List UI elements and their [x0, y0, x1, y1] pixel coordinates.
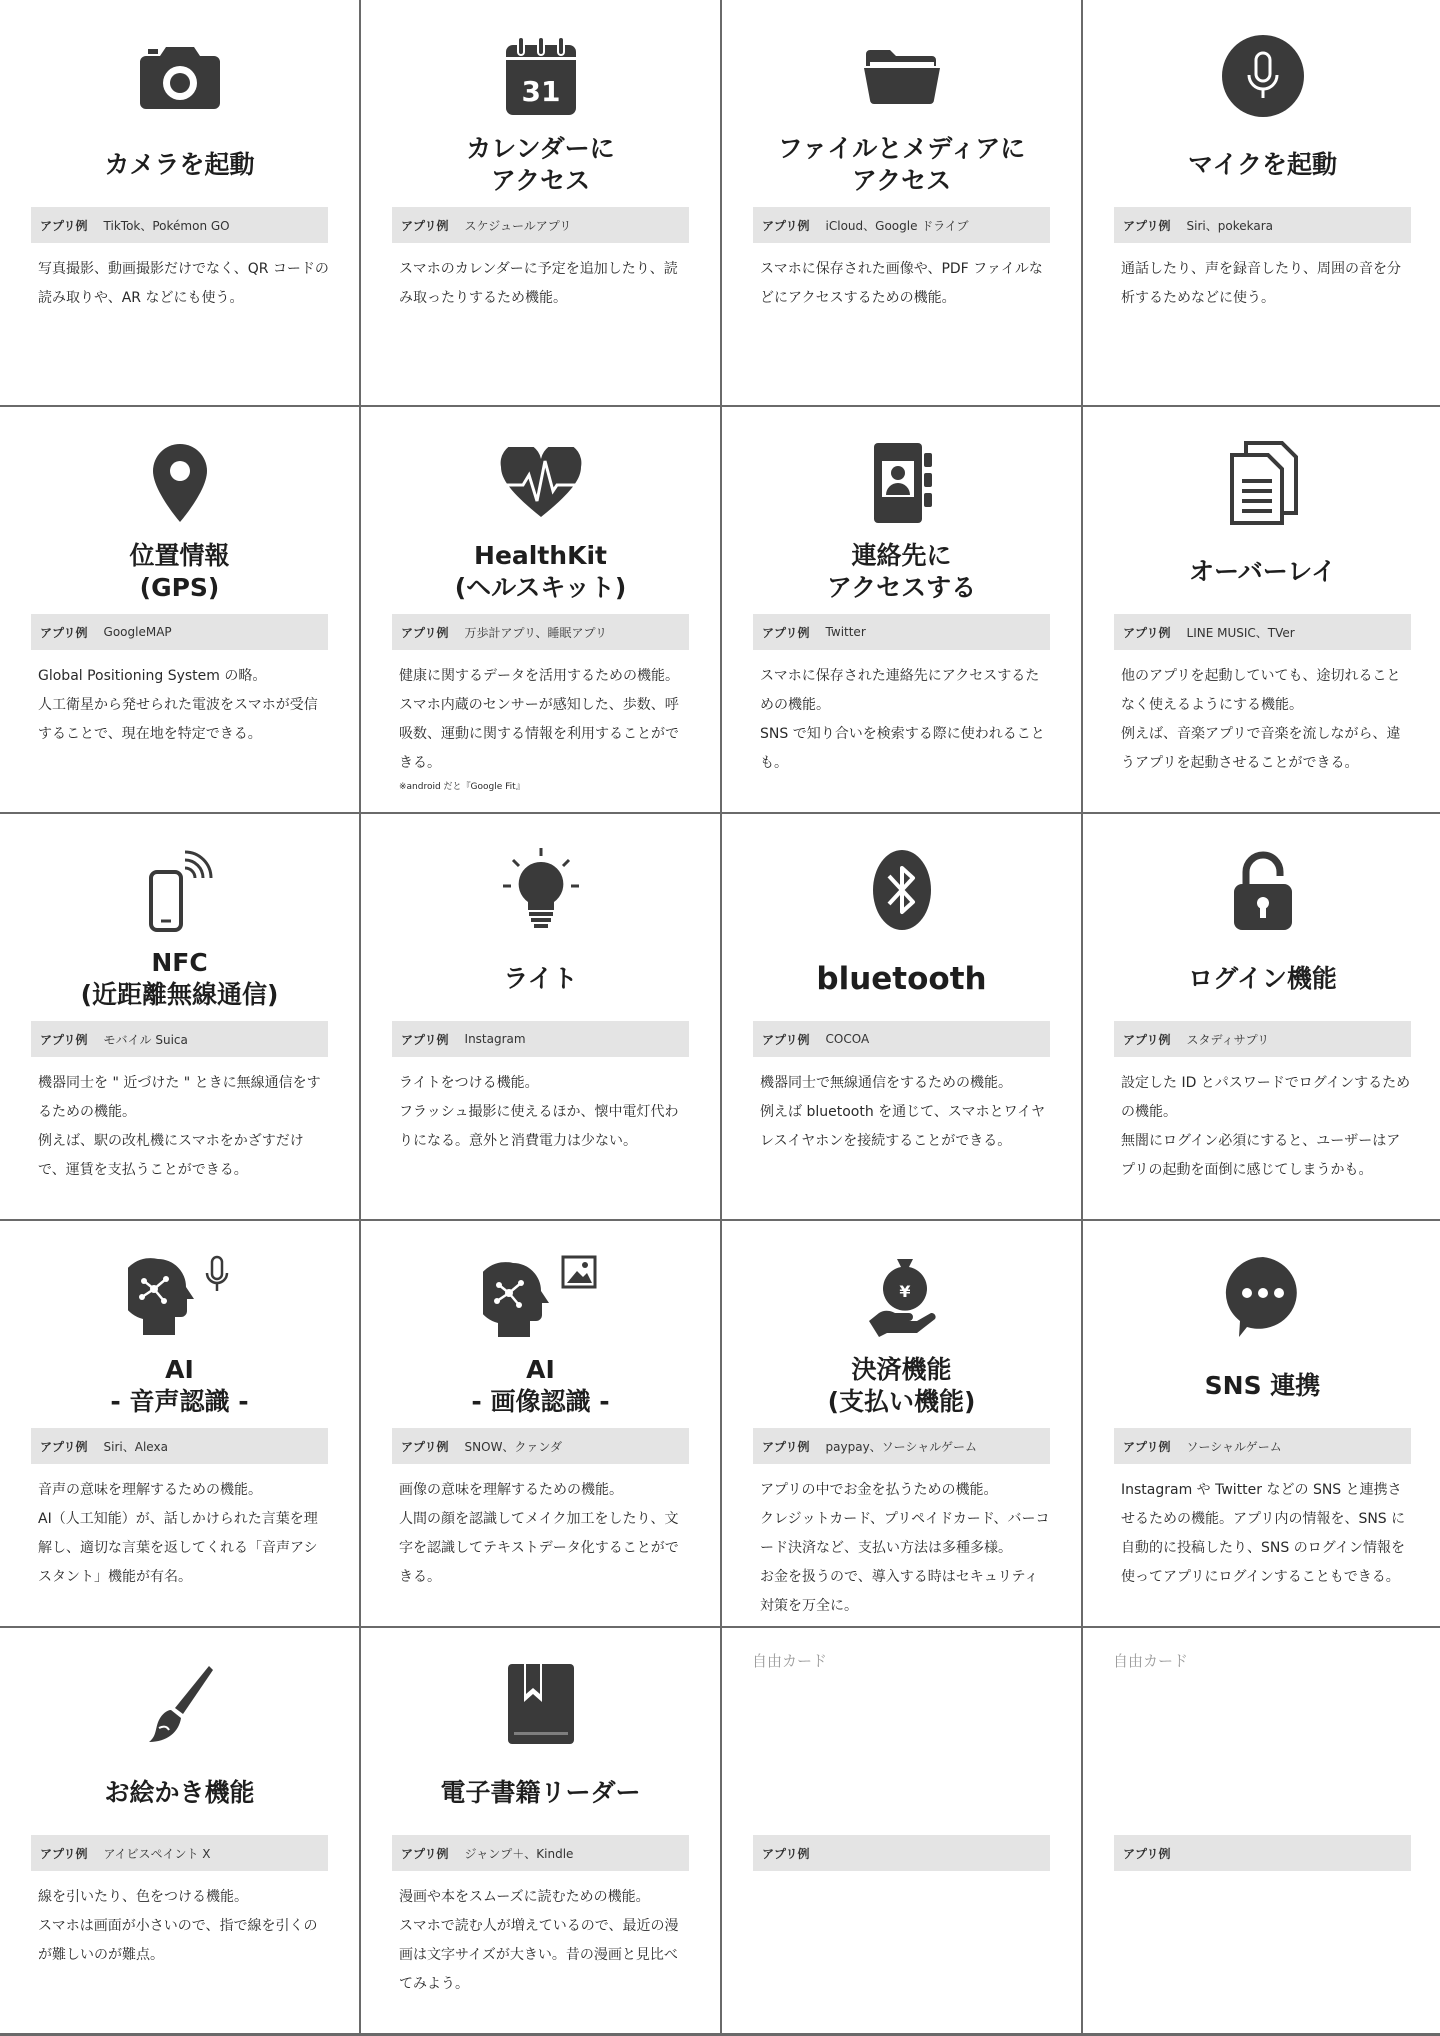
card-title-line: (支払い機能) — [827, 1387, 976, 1416]
card-title — [732, 940, 1071, 1018]
card-description — [760, 1476, 1051, 1621]
description-paragraph: 例えば bluetooth を通じて、スマホとワイヤレスイヤホンを接続することができる。 — [760, 1104, 1046, 1149]
feature-card — [1083, 0, 1440, 405]
card-title-line: ライト — [503, 964, 578, 993]
description-paragraph: アプリの中でお金を払うための機能。 — [760, 1482, 998, 1498]
feature-card — [361, 814, 720, 1219]
description-paragraph: 写真撮影、動画撮影だけでなく、QR コードの読み取りや、AR などにも使う。 — [38, 261, 329, 306]
light-bulb-icon — [361, 842, 720, 938]
app-example-bar — [392, 614, 689, 650]
card-description — [38, 1883, 329, 1970]
feature-card — [722, 1221, 1081, 1626]
card-description — [399, 662, 690, 794]
card-description — [1121, 1476, 1412, 1592]
app-example-label: アプリ例 — [762, 218, 810, 233]
app-example-value: ジャンプ＋、Kindle — [464, 1846, 574, 1861]
feature-card — [1083, 1221, 1440, 1626]
description-paragraph: スマホに保存された連絡先にアクセスするための機能。 — [760, 668, 1040, 713]
card-title — [732, 126, 1071, 204]
card-title-line: AI — [526, 1355, 555, 1384]
description-paragraph: 例えば、音楽アプリで音楽を流しながら、違うアプリを起動させることができる。 — [1121, 726, 1401, 771]
card-title — [10, 533, 349, 611]
card-title-line: - 音声認識 - — [110, 1387, 249, 1416]
nfc-phone-icon — [0, 842, 359, 938]
card-title — [371, 1347, 710, 1425]
description-paragraph: クレジットカード、プリペイドカード、バーコード決済など、支払い方法は多種多様。 — [760, 1511, 1050, 1556]
app-example-value: SNOW、クァンダ — [464, 1439, 562, 1454]
feature-card — [361, 0, 720, 405]
app-example-bar — [1114, 207, 1411, 243]
card-description — [399, 1476, 690, 1592]
card-title-line: (GPS) — [139, 573, 220, 602]
free-card — [722, 1628, 1081, 2033]
app-example-label: アプリ例 — [762, 1439, 810, 1454]
app-example-label: アプリ例 — [40, 218, 88, 233]
app-example-value: 万歩計アプリ、睡眠アプリ — [464, 625, 607, 640]
ai-image-icon — [361, 1249, 720, 1345]
app-example-bar — [1114, 614, 1411, 650]
description-paragraph: 健康に関するデータを活用するための機能。スマホ内蔵のセンサーが感知した、歩数、呼吸数、運動に関する情報を利用することができる。 — [399, 668, 679, 771]
microphone-icon — [1083, 28, 1440, 124]
card-title-line: カメラを起動 — [104, 150, 255, 179]
app-example-bar — [392, 1021, 689, 1057]
chat-bubble-icon — [1083, 1249, 1440, 1345]
app-example-label: アプリ例 — [401, 1846, 449, 1861]
app-example-bar — [31, 1428, 328, 1464]
app-example-bar — [753, 1835, 1050, 1871]
card-title-line: - 画像認識 - — [471, 1387, 610, 1416]
card-title-line: AI — [165, 1355, 194, 1384]
card-title — [371, 533, 710, 611]
card-title — [1093, 533, 1432, 611]
app-example-label: アプリ例 — [40, 1439, 88, 1454]
feature-card — [0, 814, 359, 1219]
description-paragraph: 漫画や本をスムーズに読むための機能。 — [399, 1889, 650, 1905]
free-card-label: 自由カード — [752, 1652, 828, 1670]
app-example-value: iCloud、Google ドライブ — [825, 218, 969, 233]
free-card — [1083, 1628, 1440, 2033]
card-description — [38, 255, 329, 313]
app-example-value: スタディサプリ — [1186, 1032, 1270, 1047]
card-title — [10, 1347, 349, 1425]
app-example-bar — [31, 207, 328, 243]
description-paragraph: スマホに保存された画像や、PDF ファイルなどにアクセスするための機能。 — [760, 261, 1043, 306]
app-example-label: アプリ例 — [401, 1439, 449, 1454]
app-example-label: アプリ例 — [401, 1032, 449, 1047]
description-paragraph: 設定した ID とパスワードでログインするための機能。 — [1121, 1075, 1411, 1120]
app-example-value: モバイル Suica — [103, 1032, 188, 1047]
app-example-label: アプリ例 — [1123, 625, 1171, 640]
app-example-value: ソーシャルゲーム — [1186, 1439, 1282, 1454]
app-example-label: アプリ例 — [401, 218, 449, 233]
card-description — [760, 255, 1051, 313]
free-card-label: 自由カード — [1113, 1652, 1189, 1670]
app-example-value: Instagram — [464, 1032, 526, 1046]
card-title — [732, 533, 1071, 611]
app-example-label: アプリ例 — [762, 1846, 810, 1861]
card-title-line: (近距離無線通信) — [80, 980, 279, 1009]
svg-text:¥: ¥ — [898, 1282, 911, 1301]
calendar-icon — [361, 28, 720, 124]
app-example-value: paypay、ソーシャルゲーム — [825, 1439, 977, 1454]
card-title — [1093, 940, 1432, 1018]
paintbrush-icon — [0, 1656, 359, 1752]
app-example-bar — [753, 614, 1050, 650]
feature-card — [722, 407, 1081, 812]
app-example-bar — [1114, 1835, 1411, 1871]
app-example-value: TikTok、Pokémon GO — [103, 218, 230, 233]
card-description — [38, 1069, 329, 1185]
card-title-line: 決済機能 — [851, 1355, 952, 1384]
card-title-line: アクセス — [490, 166, 591, 195]
app-example-bar — [753, 207, 1050, 243]
app-example-bar — [31, 1021, 328, 1057]
card-description — [399, 255, 690, 313]
card-description — [399, 1883, 690, 1999]
card-title — [371, 940, 710, 1018]
description-paragraph: 例えば、駅の改札機にスマホをかざすだけで、運賃を支払うことができる。 — [38, 1133, 304, 1178]
ai-voice-icon — [0, 1249, 359, 1345]
card-title-line: マイクを起動 — [1187, 150, 1337, 179]
card-title — [10, 1754, 349, 1832]
app-example-value: GoogleMAP — [103, 625, 172, 639]
map-pin-icon — [0, 435, 359, 531]
card-title-line: 連絡先に — [851, 541, 952, 570]
description-paragraph: Instagram や Twitter などの SNS と連携させるための機能。アプリ内の情報を、SNS に自動的に投稿したり、SNS のログイン情報を使ってアプリにログインすることもできる。 — [1121, 1482, 1406, 1585]
app-example-label: アプリ例 — [40, 1846, 88, 1861]
bluetooth-icon — [722, 842, 1081, 938]
card-title — [732, 1347, 1071, 1425]
folder-icon — [722, 28, 1081, 124]
description-paragraph: 他のアプリを起動していても、途切れることなく使えるようにする機能。 — [1121, 668, 1401, 713]
app-example-bar — [753, 1021, 1050, 1057]
card-title — [371, 126, 710, 204]
description-paragraph: Global Positioning System の略。 — [38, 668, 267, 684]
app-example-bar — [392, 1428, 689, 1464]
app-example-label: アプリ例 — [1123, 1846, 1171, 1861]
card-title-line: bluetooth — [816, 961, 987, 997]
description-paragraph: スマホのカレンダーに予定を追加したり、読み取ったりするため機能。 — [399, 261, 678, 306]
card-description — [399, 1069, 690, 1156]
ebook-icon — [361, 1656, 720, 1752]
app-example-label: アプリ例 — [1123, 1439, 1171, 1454]
feature-card — [0, 1628, 359, 2033]
description-paragraph: 通話したり、声を録音したり、周囲の音を分析するためなどに使う。 — [1121, 261, 1401, 306]
description-paragraph: AI（人工知能）が、話しかけられた言葉を理解し、適切な言葉を返してくれる「音声アシスタント」機能が有名。 — [38, 1511, 318, 1585]
documents-icon — [1083, 435, 1440, 531]
description-paragraph: 画像の意味を理解するための機能。 — [399, 1482, 623, 1498]
description-note: ※android だと『Google Fit』 — [399, 782, 525, 792]
description-paragraph: 機器同士で無線通信をするための機能。 — [760, 1075, 1012, 1091]
card-description — [760, 1069, 1051, 1156]
card-title-line: NFC — [151, 948, 208, 977]
card-title-line: 位置情報 — [129, 541, 230, 570]
card-description — [1121, 255, 1412, 313]
description-paragraph: スマホで読む人が増えているので、最近の漫画は文字サイズが大きい。昔の漫画と見比べてみよう。 — [399, 1918, 679, 1992]
feature-card — [722, 0, 1081, 405]
app-example-label: アプリ例 — [762, 1032, 810, 1047]
heart-pulse-icon — [361, 435, 720, 531]
app-example-bar — [392, 207, 689, 243]
description-paragraph: 音声の意味を理解するための機能。 — [38, 1482, 262, 1498]
app-example-value: COCOA — [825, 1032, 870, 1046]
feature-card — [361, 1628, 720, 2033]
svg-text:31: 31 — [521, 75, 560, 108]
description-paragraph: ライトをつける機能。 — [399, 1075, 539, 1091]
card-title — [1093, 1347, 1432, 1425]
card-title — [10, 940, 349, 1018]
card-description — [38, 1476, 329, 1592]
app-example-bar — [31, 1835, 328, 1871]
description-paragraph: 無闇にログイン必須にすると、ユーザーはアプリの起動を面倒に感じてしまうかも。 — [1121, 1133, 1401, 1178]
feature-card — [0, 1221, 359, 1626]
feature-card — [722, 814, 1081, 1219]
card-description — [1121, 662, 1412, 778]
app-example-value: アイビスペイント X — [103, 1846, 211, 1861]
app-example-label: アプリ例 — [40, 625, 88, 640]
card-title — [371, 1754, 710, 1832]
feature-card — [361, 1221, 720, 1626]
app-example-value: Twitter — [825, 625, 866, 639]
card-title — [10, 126, 349, 204]
feature-card — [0, 0, 359, 405]
app-example-bar — [753, 1428, 1050, 1464]
app-example-bar — [1114, 1021, 1411, 1057]
app-example-label: アプリ例 — [401, 625, 449, 640]
app-example-label: アプリ例 — [762, 625, 810, 640]
card-title — [1093, 126, 1432, 204]
card-description — [38, 662, 329, 749]
app-example-value: LINE MUSIC、TVer — [1186, 625, 1295, 640]
description-paragraph: 人工衛星から発せられた電波をスマホが受信することで、現在地を特定できる。 — [38, 697, 318, 742]
card-title-line: オーバーレイ — [1188, 557, 1336, 586]
card-title-line: (ヘルスキット) — [454, 573, 627, 602]
app-example-bar — [392, 1835, 689, 1871]
card-description — [1121, 1069, 1412, 1185]
description-paragraph: SNS で知り合いを検索する際に使われることも。 — [760, 726, 1045, 771]
card-title-line: ログイン機能 — [1188, 964, 1337, 993]
feature-card — [1083, 407, 1440, 812]
card-title-line: アクセスする — [826, 573, 977, 602]
app-example-bar — [31, 614, 328, 650]
description-paragraph: 機器同士を " 近づけた " ときに無線通信をするための機能。 — [38, 1075, 321, 1120]
padlock-icon — [1083, 842, 1440, 938]
app-example-value: Siri、Alexa — [103, 1439, 168, 1454]
card-title-line: HealthKit — [474, 541, 607, 570]
camera-icon — [0, 28, 359, 124]
app-example-label: アプリ例 — [1123, 1032, 1171, 1047]
card-title-line: お絵かき機能 — [104, 1778, 255, 1807]
description-paragraph: スマホは画面が小さいので、指で線を引くのが難しいのが難点。 — [38, 1918, 318, 1963]
description-paragraph: 人間の顔を認識してメイク加工をしたり、文字を認識してテキストデータ化することができる。 — [399, 1511, 679, 1585]
description-paragraph: フラッシュ撮影に使えるほか、懐中電灯代わりになる。意外と消費電力は少ない。 — [399, 1104, 679, 1149]
contacts-book-icon — [722, 435, 1081, 531]
app-example-bar — [1114, 1428, 1411, 1464]
app-example-value: Siri、pokekara — [1186, 218, 1273, 233]
feature-card — [1083, 814, 1440, 1219]
card-title-line: SNS 連携 — [1204, 1371, 1321, 1400]
app-example-value: スケジュールアプリ — [464, 218, 572, 233]
payment-icon — [722, 1249, 1081, 1345]
card-title-line: ファイルとメディアに — [777, 134, 1026, 163]
card-description — [760, 662, 1051, 778]
app-example-label: アプリ例 — [1123, 218, 1171, 233]
feature-card — [0, 407, 359, 812]
card-title-line: カレンダーに — [466, 134, 615, 163]
card-title-line: 電子書籍リーダー — [440, 1778, 641, 1807]
description-paragraph: 線を引いたり、色をつける機能。 — [38, 1889, 248, 1905]
app-example-label: アプリ例 — [40, 1032, 88, 1047]
description-paragraph: お金を扱うので、導入する時はセキュリティ対策を万全に。 — [760, 1569, 1039, 1614]
card-title-line: アクセス — [851, 166, 952, 195]
feature-card — [361, 407, 720, 812]
